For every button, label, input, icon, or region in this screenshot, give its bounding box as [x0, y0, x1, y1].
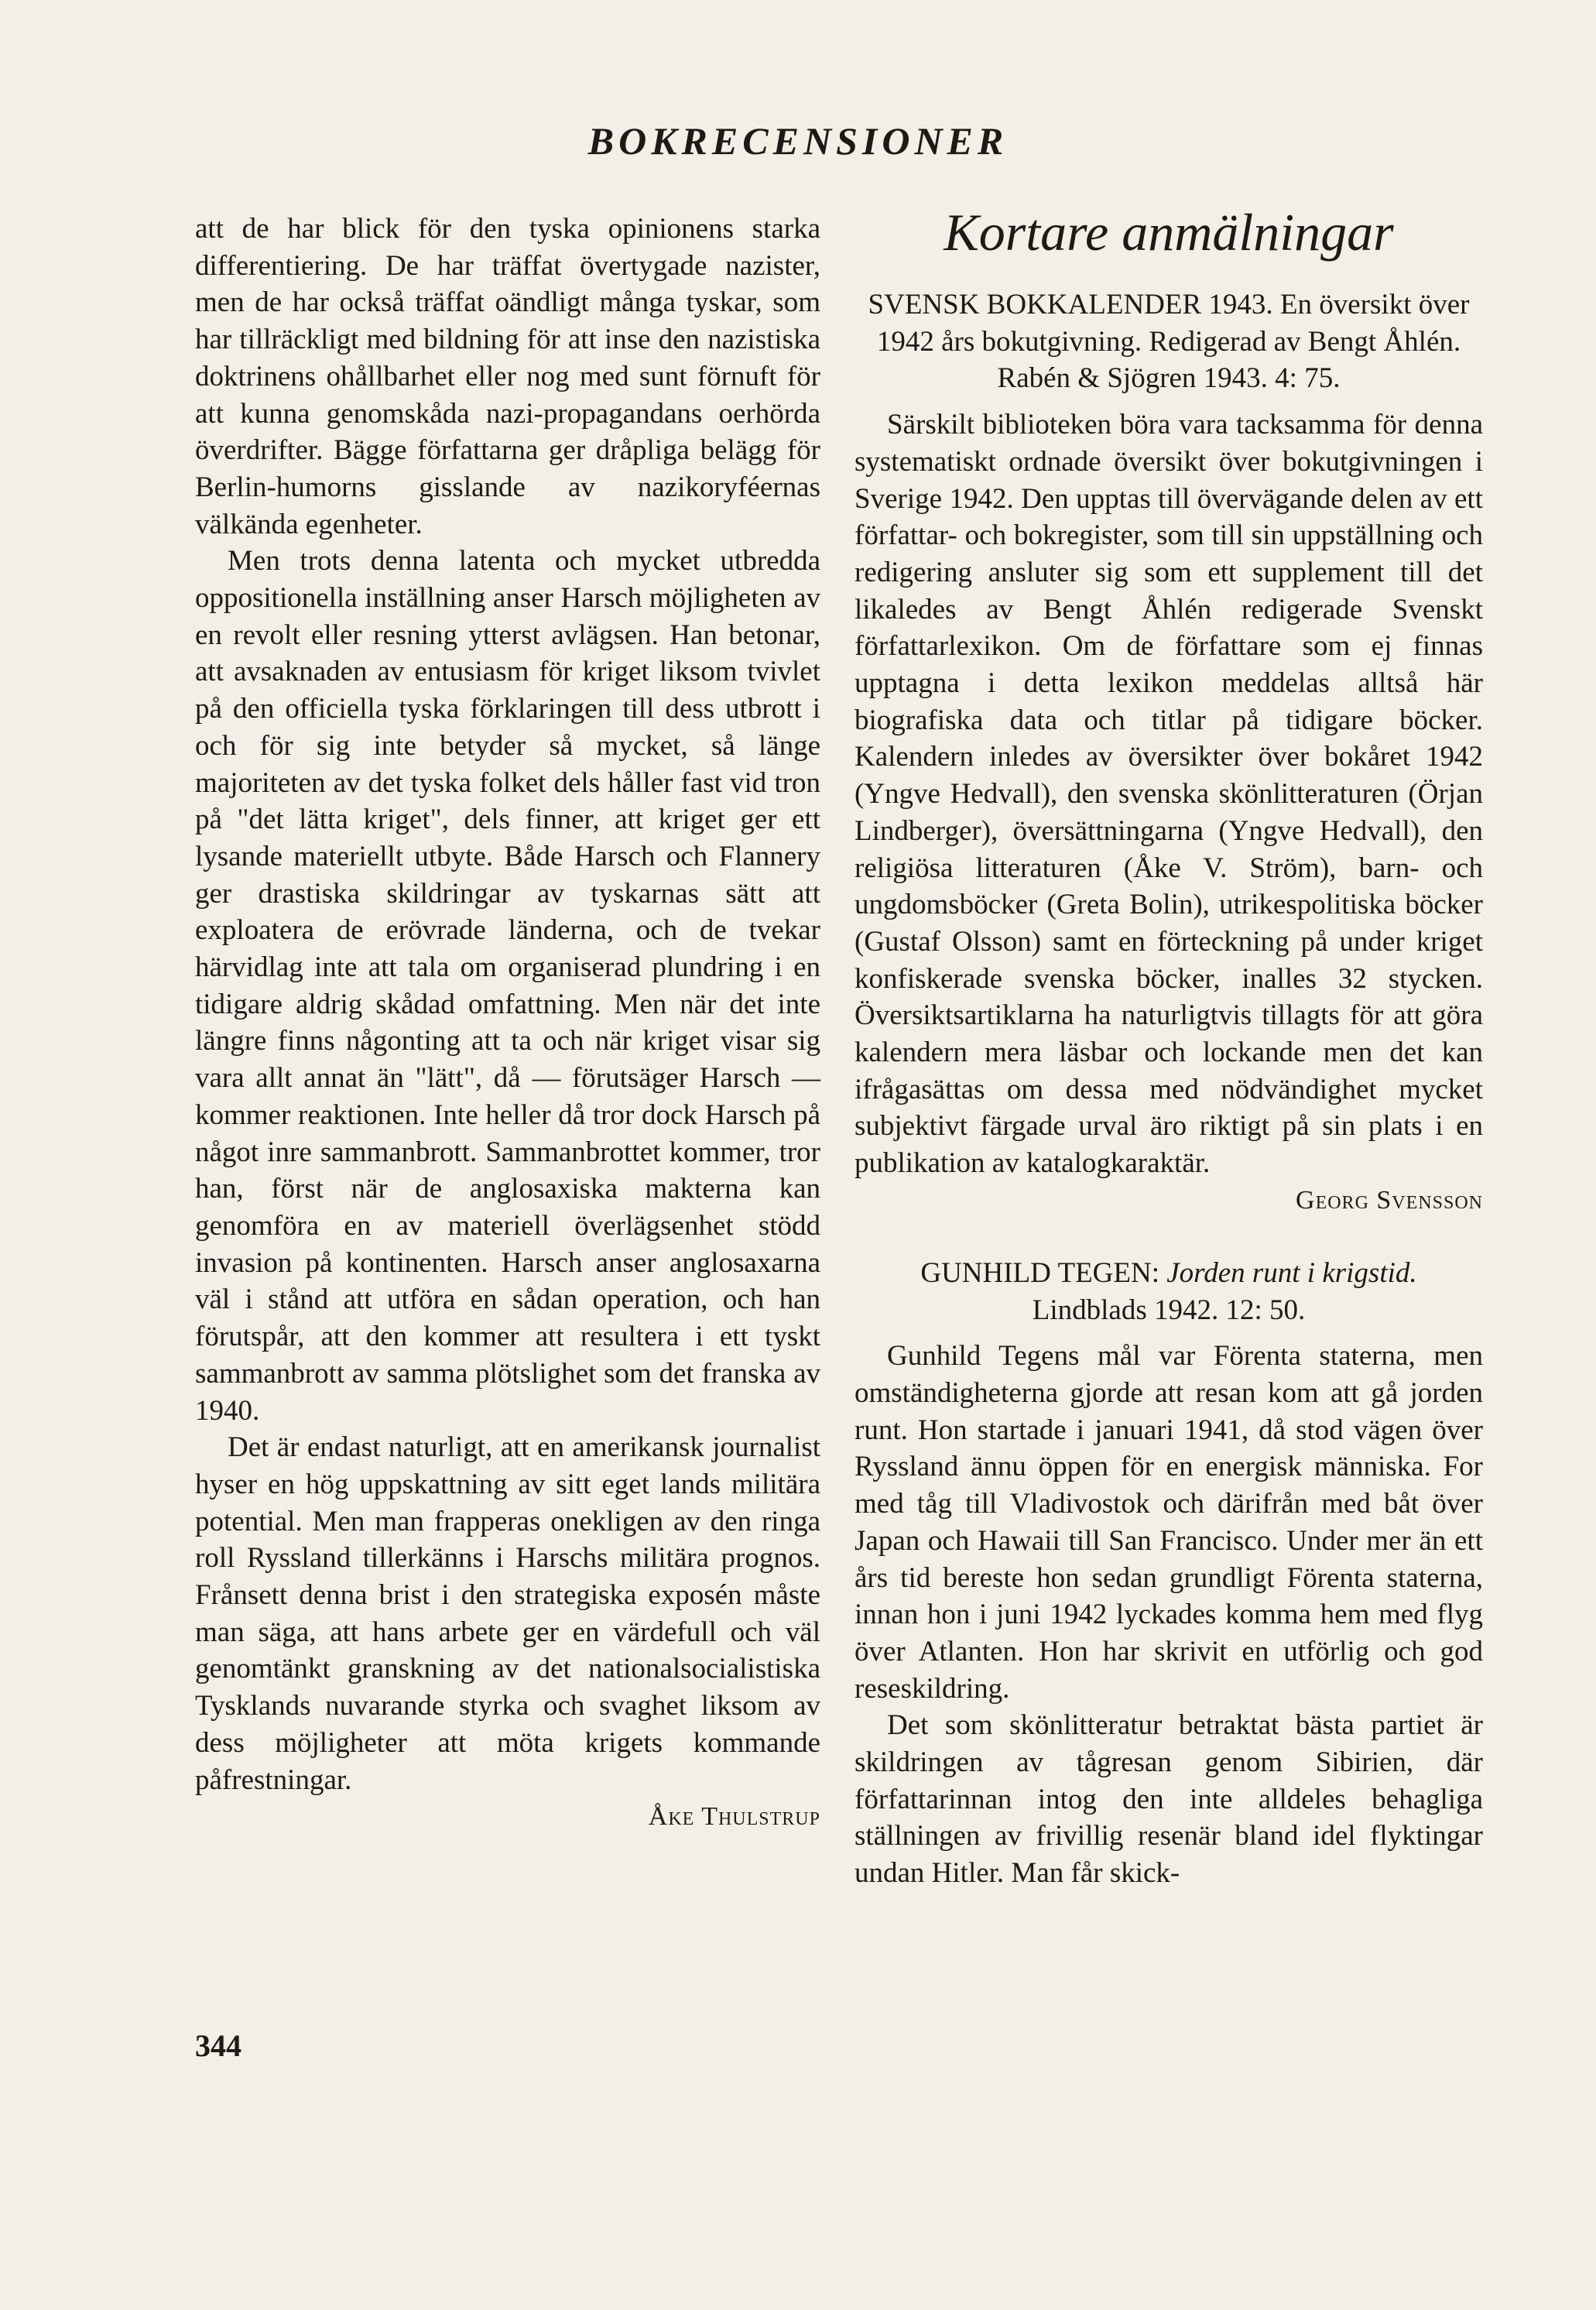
left-column	[195, 211, 820, 1835]
page-number: 344	[195, 2028, 241, 2063]
entry-author: GUNHILD TEGEN:	[920, 1256, 1159, 1289]
paragraph: Gunhild Tegens mål var Förenta staterna, men omständigheterna gjorde att resan kom att gå jorden runt. Hon startade i januari 1941, då stod vägen över Ryssland ännu öppen för en energisk människa. For med tåg till Vladivostok och därifrån med båt över Japan och Hawaii till San Francisco. Under mer än ett års tid bereste hon sedan grundligt Förenta staterna, innan hon i juni 1942 lyckades komma hem med flyg över Atlanten. Hon har skrivit en utförlig och god reseskildring.	[855, 1340, 1483, 1705]
entry-heading	[855, 1255, 1483, 1328]
paragraph: att de har blick för den tyska opinionens starka differentiering. De har träffat övertygade nazister, men de har också träffat oändligt många tyskar, som har tillräckligt med bildning för att inse den nazistiska doktrinens ohållbarhet eller nog med sunt förnuft för att kunna genomskåda nazi-propagandans oerhörda överdrifter. Bägge författarna ger dråpliga belägg för Berlin-humorns gisslande av nazikoryféernas välkända egenheter.	[195, 213, 820, 540]
review-signature: Åke Thulstrup	[648, 1802, 820, 1832]
entry-book-title: Jorden runt i krigstid.	[1166, 1256, 1417, 1289]
review-signature: Georg Svensson	[1296, 1185, 1483, 1215]
entry-heading: SVENSK BOKKALENDER 1943. En översikt över 1942 års bokutgivning. Redigerad av Bengt Åhlén. Rabén & Sjögren 1943. 4: 75.	[868, 289, 1470, 395]
paragraph: Det är endast naturligt, att en amerikansk journalist hyser en hög uppskattning av sitt eget lands militära potential. Men man frapperas onekligen av den ringa roll Ryssland tillerkänns i Harschs militära prognos. Frånsett denna brist i den strategiska exposén måste man säga, att hans arbete ger en värdefull och väl genomtänkt granskning av det nationalsocialistiska Tysklands nuvarande styrka och svaghet liksom av dess möjligheter att möta krigets kommande påfrestningar.	[195, 1431, 820, 1796]
entry-separator	[855, 1219, 1483, 1255]
paragraph: Det som skönlitteratur betraktat bästa partiet är skildringen av tågresan genom Sibirien, där författarinnan intog den inte alldeles behagliga ställningen av frivillig resenär bland idel flyktingar undan Hitler. Man får skick-	[855, 1709, 1483, 1890]
section-title: Kortare anmälningar	[944, 203, 1394, 262]
right-column	[855, 203, 1483, 1892]
entry-publisher: Lindblads 1942. 12: 50.	[1032, 1294, 1306, 1326]
paragraph: Särskilt biblioteken böra vara tacksamma för denna systematiskt ordnade översikt över bokutgivningen i Sverige 1942. Den upptas till övervägande delen av ett författar- och bokregister, som till sin uppställning och redigering ansluter sig som ett supplement till det likaledes av Bengt Åhlén redigerade Svenskt författarlexikon. Om de författare som ej finnas upptagna i detta lexikon meddelas alltså här biografiska data och titlar på tidigare böcker. Kalendern inledes av översikter över bokåret 1942 (Yngve Hedvall), den svenska skönlitteraturen (Örjan Lindberger), översättningarna (Yngve Hedvall), den religiösa litteraturen (Åke V. Ström), barn- och ungdomsböcker (Greta Bolin), utrikespolitiska böcker (Gustaf Olsson) samt en förteckning på under kriget konfiskerade svenska böcker, inalles 32 stycken. Översiktsartiklarna ha naturligtvis tillagts för att göra kalendern mera läsbar och lockande men det kan ifrågasättas om dessa med nödvändighet mycket subjektivt färgade urval äro riktigt på sin plats i en publikation av katalogkaraktär.	[855, 409, 1483, 1180]
running-head: BOKRECENSIONER	[587, 119, 1009, 163]
paragraph: Men trots denna latenta och mycket utbredda oppositionella inställning anser Harsch möjligheten av en revolt eller resning ytterst avlägsen. Han betonar, att avsaknaden av entusiasm för kriget liksom tvivlet på den officiella tyska förklaringen till dess utbrott i och för sig inte betyder så mycket, så länge majoriteten av det tyska folket dels håller fast vid tron på "det lätta kriget", dels finner, att kriget ger ett lysande materiellt utbyte. Både Harsch och Flannery ger drastiska skildringar av tyskarnas sätt att exploatera de erövrade länderna, och de tvekar härvidlag inte att tala om organiserad plundring i en tidigare aldrig skådad omfattning. Men när det inte längre finns någonting att ta och när kriget visar sig vara allt annat än "lätt", då — förutsäger Harsch — kommer reaktionen. Inte heller då tror dock Harsch på något inre sammanbrott. Sammanbrottet kommer, tror han, först när de anglosaxiska makterna kan genomföra en av materiell överlägsenhet stödd invasion på kontinenten. Harsch anser anglosaxarna väl i stånd att utföra en sådan operation, och han förutspår, att den kommer att resultera i ett tyskt sammanbrott av samma plötslighet som det franska av 1940.	[195, 545, 820, 1427]
